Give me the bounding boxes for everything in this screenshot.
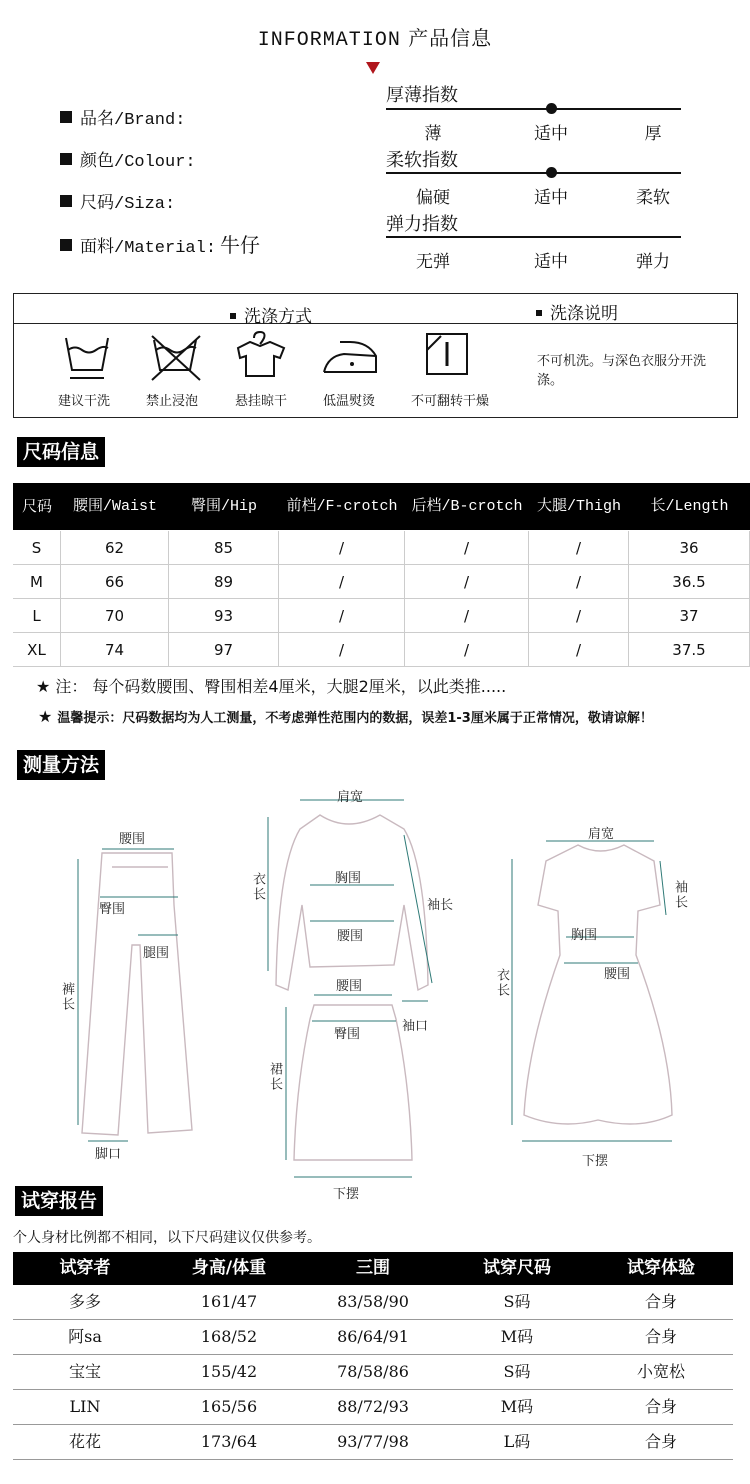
size-col-header: 腰围/Waist — [72, 498, 157, 515]
wash-note-text: 不可机洗。与深色衣服分开洗涤。 — [537, 354, 707, 388]
size-cell: / — [279, 531, 405, 565]
fit-cell: 83/58/90 — [337, 1292, 409, 1311]
thickness-option: 薄 — [424, 124, 442, 144]
top-shoulder-label: 肩宽 — [337, 790, 364, 805]
size-cell: / — [279, 565, 405, 599]
fit-cell: 阿sa — [68, 1327, 102, 1346]
measure-section-title: 测量方法 — [17, 750, 105, 780]
fit-cell: S码 — [503, 1362, 531, 1381]
fit-cell: M码 — [500, 1327, 534, 1346]
no-soak-icon — [148, 332, 204, 384]
pants-waist-label: 腰围 — [119, 832, 146, 847]
size-note: ★ 注： 每个码数腰围、臀围相差4厘米，大腿2厘米，以此类推..... — [36, 677, 507, 696]
size-cell: 66 — [61, 565, 169, 599]
thickness-option: 适中 — [534, 124, 568, 144]
star-icon: ★ — [38, 707, 53, 726]
low-iron-icon — [320, 334, 382, 382]
fit-cell: 宝宝 — [68, 1362, 101, 1381]
size-table-header — [13, 483, 750, 530]
size-col-header: 臀围/Hip — [190, 498, 257, 515]
size-cell: 70 — [61, 599, 169, 633]
fit-cell: LIN — [69, 1397, 101, 1416]
size-cell: / — [405, 633, 529, 667]
size-cell: 36.5 — [629, 565, 750, 599]
fit-col-header: 试穿体验 — [627, 1258, 695, 1278]
pants-hem-label: 脚口 — [95, 1147, 122, 1162]
softness-index-title: 柔软指数 — [386, 150, 458, 171]
softness-option: 适中 — [534, 188, 568, 208]
size-tip: ★ 温馨提示：尺码数据均为人工测量，不考虑弹性范围内的数据，误差1-3厘米属于正常情况，敬请谅解！ — [38, 707, 653, 726]
size-table-body — [13, 531, 750, 667]
size-cell: / — [279, 633, 405, 667]
thickness-index-line — [386, 108, 681, 110]
fit-cell: 86/64/91 — [337, 1327, 409, 1346]
wash-box-divider — [13, 323, 738, 324]
attr-material: 面料/Material: 牛仔 — [60, 229, 260, 258]
size-cell: 97 — [169, 633, 279, 667]
fit-cell: 165/56 — [200, 1397, 258, 1416]
fit-cell: 161/47 — [200, 1292, 258, 1311]
size-cell: 37 — [629, 599, 750, 633]
size-cell: 37.5 — [629, 633, 750, 667]
size-section-title: 尺码信息 — [17, 437, 105, 467]
fit-cell: L码 — [503, 1432, 531, 1451]
skirt-hip-label: 臀围 — [334, 1027, 361, 1042]
table-row — [13, 531, 750, 565]
fit-cell: 小宽松 — [636, 1362, 685, 1381]
attr-brand: 品名/Brand: — [60, 104, 189, 130]
fit-table-body — [13, 1285, 733, 1460]
dress-sleeve-label: 袖长 — [672, 880, 687, 910]
fit-cell: 合身 — [644, 1432, 677, 1451]
thickness-index-dot — [546, 103, 557, 114]
size-col-header: 后档/B-crotch — [411, 498, 523, 515]
table-row — [13, 1425, 733, 1460]
top-length-label: 衣长 — [250, 872, 265, 902]
fit-cell: 155/42 — [200, 1362, 258, 1381]
size-cell: 89 — [169, 565, 279, 599]
hand-wash-tub-icon — [60, 332, 116, 384]
skirt-waist-label: 腰围 — [336, 979, 363, 994]
size-cell: / — [529, 565, 629, 599]
hang-dry-icon — [234, 328, 290, 384]
dress-chest-label: 胸围 — [571, 928, 598, 943]
size-cell: / — [405, 531, 529, 565]
size-cell: 74 — [61, 633, 169, 667]
elasticity-index-line — [386, 236, 681, 238]
fit-cell: 173/64 — [200, 1432, 258, 1451]
dress-outline — [524, 845, 672, 1124]
size-cell: 93 — [169, 599, 279, 633]
fit-col-header: 试穿者 — [59, 1258, 111, 1278]
size-col-header: 大腿/Thigh — [536, 498, 621, 515]
fit-col-header: 三围 — [356, 1258, 390, 1278]
wash-icon-label: 禁止浸泡 — [145, 394, 198, 409]
fit-col-header: 身高/体重 — [191, 1258, 267, 1278]
fit-report-note: 个人身材比例都不相同，以下尺码建议仅供参考。 — [13, 1230, 321, 1246]
size-col-header: 长/Length — [650, 498, 729, 515]
dress-waist-label: 腰围 — [604, 967, 631, 982]
attr-colour: 颜色/Colour: — [60, 146, 200, 172]
fit-cell: S码 — [503, 1292, 531, 1311]
fit-report-title: 试穿报告 — [15, 1186, 103, 1216]
attr-size: 尺码/Siza: — [60, 188, 179, 214]
elasticity-option: 无弹 — [416, 252, 450, 272]
wash-icon-label: 不可翻转干燥 — [410, 394, 489, 409]
table-row — [13, 1355, 733, 1390]
size-cell: / — [405, 565, 529, 599]
fit-cell: 多多 — [68, 1292, 101, 1311]
table-row — [13, 599, 750, 633]
fit-cell: M码 — [500, 1397, 534, 1416]
top-chest-label: 胸围 — [335, 871, 362, 886]
wash-icon-label: 低温熨烫 — [322, 394, 375, 409]
thickness-index-title: 厚薄指数 — [386, 85, 458, 106]
table-row — [13, 1320, 733, 1355]
wash-method-title: 洗涤方式 — [230, 302, 312, 327]
page-title — [0, 22, 750, 52]
dress-length-label: 衣长 — [494, 968, 509, 998]
table-row — [13, 1390, 733, 1425]
top-waist-label: 腰围 — [337, 929, 364, 944]
thickness-option: 厚 — [644, 124, 662, 144]
table-row — [13, 1285, 733, 1320]
size-cell: XL — [13, 633, 61, 667]
size-cell: / — [529, 531, 629, 565]
no-tumble-dry-icon — [425, 332, 469, 376]
pants-thigh-label: 腿围 — [143, 946, 170, 961]
table-row — [13, 633, 750, 667]
triangle-marker-icon — [366, 62, 380, 74]
size-cell: / — [529, 633, 629, 667]
measurement-diagram — [0, 785, 750, 1205]
fit-cell: 168/52 — [200, 1327, 258, 1346]
skirt-length-label: 裙长 — [267, 1062, 282, 1092]
dress-hem-label: 下摆 — [582, 1154, 609, 1169]
elasticity-option: 适中 — [534, 252, 568, 272]
size-cell: 85 — [169, 531, 279, 565]
elasticity-index-title: 弹力指数 — [386, 214, 458, 235]
wash-icon-label: 建议干洗 — [57, 394, 110, 409]
size-cell: 36 — [629, 531, 750, 565]
softness-index-line — [386, 172, 681, 174]
pants-hip-label: 臀围 — [99, 902, 126, 917]
fit-cell: 合身 — [644, 1327, 677, 1346]
fit-cell: 93/77/98 — [337, 1432, 409, 1451]
elasticity-option: 弹力 — [636, 252, 670, 272]
wash-note-title: 洗涤说明 — [536, 299, 618, 324]
skirt-hem-label: 下摆 — [333, 1187, 360, 1202]
fit-cell: 88/72/93 — [337, 1397, 409, 1416]
softness-option: 偏硬 — [416, 188, 450, 208]
dress-shoulder-label: 肩宽 — [588, 827, 615, 842]
size-cell: / — [405, 599, 529, 633]
size-cell: M — [13, 565, 61, 599]
pants-length-label: 裤长 — [59, 982, 74, 1012]
fit-col-header: 试穿尺码 — [483, 1258, 551, 1278]
table-row — [13, 565, 750, 599]
fit-cell: 78/58/86 — [337, 1362, 409, 1381]
top-cuff-label: 袖口 — [402, 1019, 429, 1034]
size-cell: L — [13, 599, 61, 633]
star-icon: ★ — [36, 677, 51, 696]
title-en: INFORMATION — [257, 29, 401, 52]
size-col-header: 尺码 — [21, 497, 52, 515]
softness-option: 柔软 — [636, 188, 670, 208]
title-cn: 产品信息 — [408, 26, 493, 50]
fit-table-header — [13, 1252, 733, 1285]
size-cell: 62 — [61, 531, 169, 565]
size-cell: S — [13, 531, 61, 565]
top-sleeve-label: 袖长 — [427, 898, 454, 913]
size-cell: / — [529, 599, 629, 633]
pants-outline — [82, 853, 192, 1135]
wash-icon-label: 悬挂晾干 — [234, 394, 287, 409]
fit-cell: 花花 — [68, 1432, 101, 1451]
size-cell: / — [279, 599, 405, 633]
size-col-header: 前档/F-crotch — [286, 498, 398, 515]
fit-cell: 合身 — [644, 1397, 677, 1416]
fit-cell: 合身 — [644, 1292, 677, 1311]
softness-index-dot — [546, 167, 557, 178]
